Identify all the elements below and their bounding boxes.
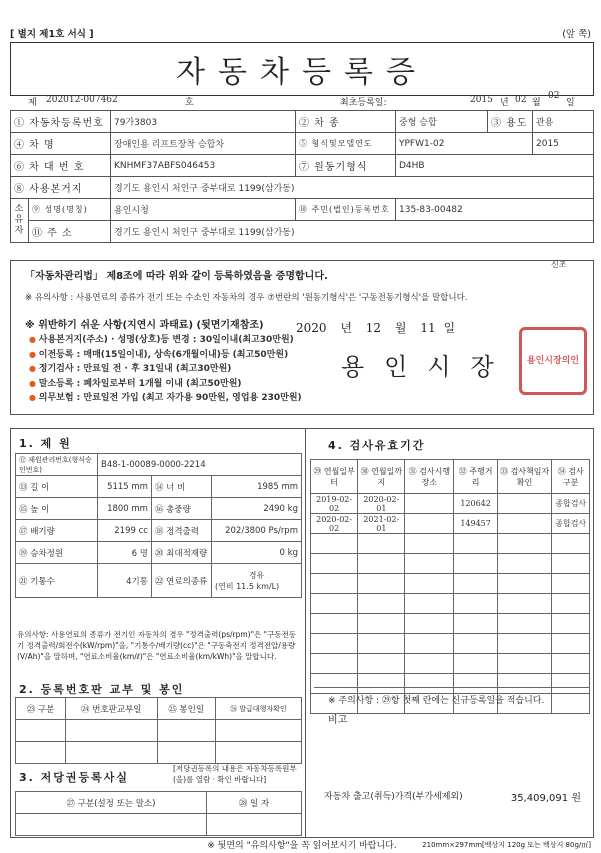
- remarks-label: 비고: [328, 715, 348, 726]
- mortgage-col-kind: ㉗ 구분(설정 또는 말소): [16, 792, 207, 814]
- capacity-label: ⑲ 승차정원: [16, 542, 98, 564]
- model-label: ⑤ 형식및모델연도: [296, 133, 396, 155]
- details-box: [10, 428, 594, 838]
- inspection-table: [310, 459, 590, 714]
- inspection-note: ※ 주의사항 : ㉙항 첫째 란에는 신규등록일을 적습니다.: [328, 696, 545, 706]
- first-reg-label: 최초등록일:: [340, 98, 387, 108]
- insp-kind: 종합검사: [552, 514, 590, 534]
- fuel-note: ※ 유의사항 : 사용연료의 종류가 전기 또는 수소인 자동차의 경우 ⑦번란의 '원동기형식'은 '구동전동기형식'을 말합니다.: [25, 293, 468, 303]
- displacement-value: 2199: [114, 525, 136, 536]
- owner-id-label: ⑩ 주민(법인)등록번호: [296, 199, 396, 221]
- mortgage-table: [15, 791, 302, 836]
- fuel-value: 경유: [248, 570, 265, 580]
- power-unit: Ps/rpm: [268, 525, 298, 536]
- spec-table: [15, 453, 302, 598]
- vin-label: ⑥ 차 대 번 호: [11, 155, 111, 177]
- insp-col-mileage: ㉜ 주행거리: [454, 460, 498, 494]
- paper-spec: 210mm×297mm[백상지 120g 또는 백상지 80g/㎡]: [422, 841, 591, 849]
- section3-title: 3. 저당권등록사실: [19, 771, 130, 784]
- issue-day: 11: [420, 321, 436, 335]
- official-seal: 용인시장의인: [519, 327, 587, 395]
- price: [511, 789, 581, 804]
- name-label: ④ 차 명: [11, 133, 111, 155]
- insp-kind: 종합검사: [552, 494, 590, 514]
- certification-text: 「자동차관리법」 제8조에 따라 위와 같이 등록하였음을 증명합니다.: [25, 271, 328, 282]
- garage-value: 경기도 용인시 처인구 중부대로 1199(삼가동): [111, 177, 594, 199]
- displacement-unit: cc: [138, 525, 148, 536]
- capacity-value: 6: [131, 548, 138, 559]
- cert-no-prefix: 제: [28, 98, 37, 108]
- insp-col-inspector: ㉝ 검사책임자확인: [497, 460, 552, 494]
- left-column: [11, 429, 306, 837]
- weight-label: ⑯ 총중량: [151, 498, 211, 520]
- issue-date: [296, 319, 455, 336]
- price-unit: 원: [571, 793, 581, 804]
- model-value: YPFW1-02: [396, 133, 533, 155]
- cylinder-unit: 기통: [131, 576, 148, 587]
- insp-col-place: ㉛ 검사시행장소: [405, 460, 454, 494]
- height-value: 1800: [107, 503, 129, 514]
- height-label: ⑮ 높 이: [16, 498, 98, 520]
- power-value: 202/3800: [225, 525, 266, 536]
- insp-mileage: 149457: [454, 514, 498, 534]
- price-value: 35,409,091: [510, 793, 569, 804]
- notice-box: [10, 260, 594, 415]
- height-unit: mm: [131, 503, 148, 514]
- model-year-value: 2015: [533, 133, 594, 155]
- insp-to: 2020-02-01: [358, 494, 405, 514]
- penalty-item: ● 사용본거지(주소) · 성명(상호)등 변경 : 30일이내(최고30만원): [29, 333, 302, 348]
- mortgage-col-date: ㉘ 일 자: [207, 792, 302, 814]
- load-value: 0: [279, 547, 285, 558]
- page-side-label: (앞 쪽): [562, 29, 591, 40]
- type-label: ② 차 종: [296, 111, 396, 133]
- insp-from: 2019-02-02: [311, 494, 358, 514]
- first-reg-month: 02: [515, 95, 527, 105]
- penalty-item: ● 정기검사 : 만료일 전 · 후 31일내 (최고30만원): [29, 362, 302, 377]
- garage-label: ⑧ 사용본거지: [11, 177, 111, 199]
- spec-no-value: B48-1-00089-0000-2214: [98, 454, 302, 476]
- length-label: ⑬ 길 이: [16, 476, 98, 498]
- cylinder-value: 4: [126, 576, 132, 587]
- section1-title: 1. 제 원: [19, 437, 72, 450]
- owner-addr-label: ⑪ 주 소: [29, 221, 111, 243]
- penalty-list: [29, 333, 302, 406]
- new-reg-label: 신조: [551, 260, 567, 269]
- plate-col-agent: ㉖ 발급대행자확인: [215, 698, 301, 720]
- owner-label: 소유자: [11, 199, 29, 243]
- fuel-label: ㉒ 연료의종류: [151, 564, 211, 598]
- load-label: ⑳ 최대적재량: [151, 542, 211, 564]
- issue-month-unit: 월: [394, 321, 407, 335]
- efficiency-label: (연비: [214, 581, 234, 591]
- price-label: 자동차 출고(취득)가격(부가세제외): [324, 792, 463, 802]
- insp-col-from: ㉙ 연월일부터: [311, 460, 358, 494]
- plate-table: [15, 697, 302, 764]
- weight-value: 2490: [263, 503, 285, 514]
- insp-to: 2021-02-01: [358, 514, 405, 534]
- registration-table: [10, 110, 594, 243]
- document-title: 자동차등록증: [176, 55, 428, 90]
- insp-mileage: 120642: [454, 494, 498, 514]
- owner-name-label: ⑨ 성명(명칭): [29, 199, 111, 221]
- efficiency-unit: km/L): [256, 581, 280, 591]
- insp-col-kind: ㉞ 검사구분: [552, 460, 590, 494]
- length-unit: mm: [131, 481, 148, 492]
- issuing-authority: 용인시장: [341, 353, 514, 381]
- cert-no: 202012-007462: [46, 95, 118, 105]
- length-value: 5115: [107, 481, 129, 492]
- issue-day-unit: 일: [443, 321, 456, 335]
- weight-unit: kg: [287, 503, 298, 514]
- type-value: 중형 승합: [396, 111, 488, 133]
- cylinder-label: ㉑ 기통수: [16, 564, 98, 598]
- title-box: [10, 42, 594, 96]
- power-label: ⑱ 정격출력: [151, 520, 211, 542]
- displacement-label: ⑰ 배기량: [16, 520, 98, 542]
- insp-col-to: ㉚ 연월일까지: [358, 460, 405, 494]
- reg-no-label: ① 자동차등록번호: [11, 111, 111, 133]
- width-label: ⑭ 너 비: [151, 476, 211, 498]
- insp-from: 2020-02-02: [311, 514, 358, 534]
- year-unit: 년: [500, 98, 509, 108]
- cert-no-suffix: 호: [185, 98, 194, 108]
- form-label: [ 별지 제1호 서식 ]: [10, 29, 94, 40]
- efficiency-value: 11.5: [236, 581, 254, 591]
- month-unit: 월: [532, 98, 541, 108]
- plate-col-issue: ㉔ 번호판교부일: [66, 698, 158, 720]
- owner-id-value: 135-83-00482: [396, 199, 594, 221]
- engine-label: ⑦ 원동기형식: [296, 155, 396, 177]
- first-reg-year: 2015: [470, 95, 493, 105]
- use-value: 관용: [533, 111, 594, 133]
- section2-title: 2. 등록번호판 교부 및 봉인: [19, 683, 185, 696]
- vin-value: KNHMF37ABFS046453: [111, 155, 296, 177]
- plate-col-kind: ㉓ 구분: [16, 698, 66, 720]
- footer-note: ※ 뒷면의 "유의사항"을 꼭 읽어보시기 바랍니다.: [207, 841, 397, 851]
- width-unit: mm: [281, 481, 298, 492]
- issue-year: 2020: [296, 321, 327, 335]
- engine-value: D4HB: [396, 155, 594, 177]
- inspection-row: [311, 494, 590, 514]
- capacity-unit: 명: [139, 548, 148, 559]
- penalty-item: ● 의무보험 : 만료일전 가입 (최고 자가용 90만원, 영업용 230만원): [29, 391, 302, 406]
- penalty-item: ● 이전등록 : 매매(15일이내), 상속(6개월이내)등 (최고50만원): [29, 348, 302, 363]
- issue-year-unit: 년: [340, 321, 352, 335]
- use-label: ③ 용도: [488, 111, 533, 133]
- mortgage-note: [저당권등록의 내용은 자동차등록원부(을)를 열람 · 확인 바랍니다]: [173, 764, 297, 784]
- inspection-row: [311, 514, 590, 534]
- owner-addr-value: 경기도 용인시 처인구 중부대로 1199(삼가동): [111, 221, 594, 243]
- penalty-item: ● 말소등록 : 폐차일로부터 1개월 이내 (최고50만원): [29, 377, 302, 392]
- plate-col-seal: ㉕ 봉인일: [157, 698, 215, 720]
- spec-note: 유의사항: 사용연료의 종류가 전기인 자동차의 경우 "정격출력(ps/rpm)"은 "구동전동기 정격출력/회전수(kW/rpm)"을, "기통수/배기량(cc)"은 "구동축전지 정격전압/용량(V/Ah)"을 말하며, "연료소비율(km/ℓ)"은 "연료소비율(km/kWh)"을 말합니다.: [17, 630, 297, 661]
- reg-no-value: 79가3803: [111, 111, 296, 133]
- right-column: [306, 429, 593, 837]
- divider: [314, 687, 589, 688]
- first-reg-day: 02: [548, 91, 560, 101]
- load-unit: kg: [287, 547, 298, 558]
- penalty-heading: ※ 위반하기 쉬운 사항(지연시 과태료) (뒷면기재참조): [25, 320, 264, 331]
- section4-title: 4. 검사유효기간: [328, 439, 426, 452]
- day-unit: 일: [566, 98, 575, 108]
- spec-no-label: ⑫ 제원관리번호(형식승인번호): [16, 454, 98, 476]
- owner-name-value: 용인시청: [111, 199, 296, 221]
- issue-month: 12: [365, 321, 382, 335]
- width-value: 1985: [257, 481, 279, 492]
- name-value: 장애인용 리프트장착 승합차: [111, 133, 296, 155]
